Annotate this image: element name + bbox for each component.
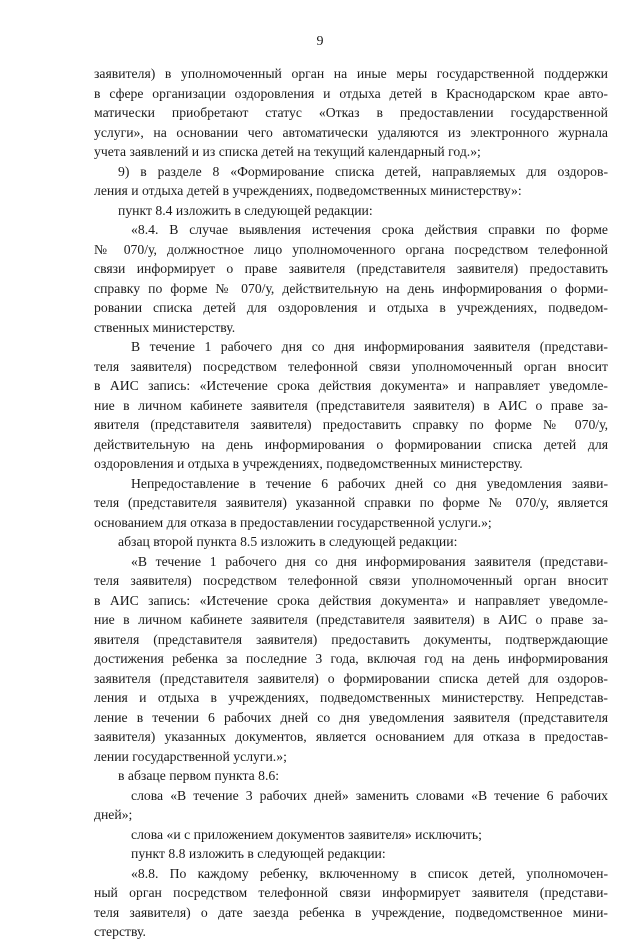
- text-line: ние в личном кабинете заявителя (представителя заявителя) в АИС о праве за-: [94, 612, 608, 627]
- text-line: явителя (представителя заявителя) предоставить справку по форме № 070/у,: [94, 417, 608, 432]
- text-line: ление в течении 6 рабочих дней со дня уведомления заявителя (представителя: [94, 709, 608, 725]
- text-line: заявителя (представителя заявителя) о формировании списка детей для оздоров-: [94, 670, 608, 686]
- text-line: теля заявителя) посредством телефонной связи уполномоченный орган вносит: [94, 358, 608, 374]
- text-line: основанием для отказа в предоставлении государственной услуги.»;: [94, 514, 492, 530]
- text-line: теля заявителя) о дате заезда ребенка в учреждение, подведомственное мини-: [94, 904, 608, 920]
- text-line: слова «и с приложением документов заявителя» исключить;: [131, 826, 482, 842]
- text-line: пункт 8.8 изложить в следующей редакции:: [131, 846, 386, 861]
- text-line: стерству.: [94, 924, 146, 939]
- document-body: [94, 64, 608, 942]
- page-number: 9: [316, 34, 324, 49]
- text-line: действительную на день информирования о формировании списка детей для: [94, 436, 608, 452]
- text-line: В течение 1 рабочего дня со дня информирования заявителя (представи-: [131, 339, 608, 354]
- text-line: оздоровления и отдыха в учреждениях, подведомственных министерству.: [94, 456, 523, 471]
- text-line: в абзаце первом пункта 8.6:: [118, 768, 280, 783]
- text-line: в АИС запись: «Истечение срока действия документа» и направляет уведомле-: [94, 592, 608, 608]
- text-line: достижения ребенка за последние 3 года, включая год на день информирования: [94, 651, 608, 666]
- text-line: слова «В течение 3 рабочих дней» заменить словами «В течение 6 рабочих: [131, 787, 608, 803]
- text-line: Непредоставление в течение 6 рабочих дней со дня уведомления заяви-: [131, 475, 608, 491]
- text-line: ный орган посредством телефонной связи информирует заявителя (представи-: [94, 885, 608, 900]
- text-line: ние в личном кабинете заявителя (представителя заявителя) в АИС о праве за-: [94, 397, 608, 413]
- text-line: ления и отдыха в учреждениях, подведомственных министерству. Непредстав-: [94, 690, 608, 705]
- text-line: в АИС запись: «Истечение срока действия документа» и направляет уведомле-: [94, 378, 608, 393]
- text-line: лении государственной услуги.»;: [94, 748, 287, 764]
- text-line: теля заявителя) посредством телефонной связи уполномоченный орган вносит: [94, 573, 608, 588]
- text-line: заявителя) в уполномоченный орган на иные меры государственной поддержки: [94, 66, 608, 81]
- text-line: матически приобретают статус «Отказ в предоставлении государственной: [94, 105, 608, 120]
- text-line: абзац второй пункта 8.5 изложить в следующей редакции:: [118, 534, 458, 549]
- text-line: № 070/у, должностное лицо уполномоченного органа посредством телефонной: [94, 241, 608, 257]
- text-line: учета заявлений и из списка детей на текущий календарный год.»;: [94, 144, 481, 159]
- text-line: услуги», на основании чего автоматически удаляются из электронного журнала: [94, 124, 608, 140]
- text-line: «8.8. По каждому ребенку, включенному в список детей, уполномочен-: [131, 865, 608, 881]
- text-line: справку по форме № 070/у, действительную на день информирования о форми-: [94, 280, 608, 296]
- text-line: «В течение 1 рабочего дня со дня информирования заявителя (представи-: [131, 553, 608, 569]
- text-line: в сфере организации оздоровления и отдыха детей в Краснодарском крае авто-: [94, 85, 608, 101]
- text-line: «8.4. В случае выявления истечения срока действия справки по форме: [131, 222, 608, 237]
- text-line: ления и отдыха детей в учреждениях, подведомственных министерству»:: [94, 183, 522, 198]
- text-line: дней»;: [94, 807, 133, 822]
- text-line: ственных министерству.: [94, 319, 236, 335]
- text-line: явителя (представителя заявителя) предоставить документы, подтверждающие: [94, 631, 608, 647]
- text-line: 9) в разделе 8 «Формирование списка детей, направляемых для оздоров-: [118, 163, 608, 179]
- text-line: заявителя) указанных документов, является основанием для отказа в предостав-: [94, 729, 608, 744]
- text-line: пункт 8.4 изложить в следующей редакции:: [118, 202, 373, 218]
- text-line: ровании списка детей для оздоровления и отдыха в учреждениях, подведом-: [94, 300, 608, 315]
- text-line: связи информирует о праве заявителя (представителя заявителя) предоставить: [94, 261, 608, 276]
- text-line: теля (представителя заявителя) указанной справки по форме № 070/у, является: [94, 495, 608, 510]
